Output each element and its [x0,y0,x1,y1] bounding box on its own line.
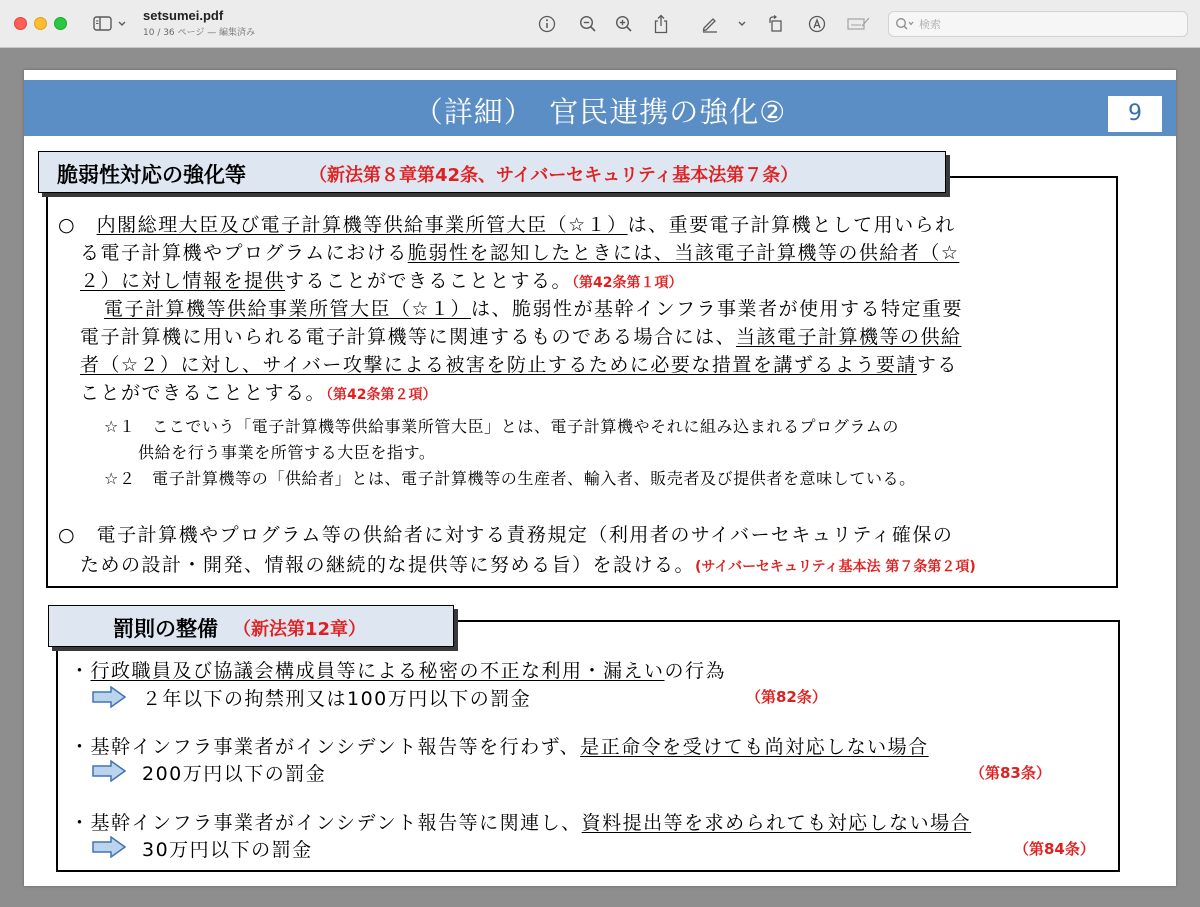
slide-title: （詳細） 官民連携の強化② [413,95,787,129]
item2-line: ○ 電子計算機やプログラム等の供給者に対する責務規定（利用者のサイバーセキュリティ確保の [58,524,954,546]
right-arrow-icon [92,836,126,858]
zoom-in-button[interactable] [612,12,636,36]
minimize-window-button[interactable] [34,17,47,30]
share-icon [653,14,669,34]
signature-button[interactable] [846,12,872,36]
window-titlebar [0,0,1200,48]
info-button[interactable] [535,12,559,36]
chevron-down-icon [737,20,747,28]
penalty-item: ・基幹インフラ事業者がインシデント報告等に関連し、資料提出等を求められても対応しない場合 [70,812,972,834]
section-heading-vulnerability [38,151,946,193]
item1-line: 電子計算機に用いられる電子計算機等に関連するものである場合には、当該電子計算機等の供給 [80,326,962,348]
slide-title-banner [24,80,1176,136]
zoom-in-icon [615,15,633,33]
zoom-window-button[interactable] [54,17,67,30]
article-reference: (サイバーセキュリティ基本法 第７条第２項) [695,559,976,575]
chevron-down-icon [117,20,127,28]
signature-icon [847,16,871,32]
item2-line: ための設計・開発、情報の継続的な提供等に努める旨）を設ける。(サイバーセキュリティ基本法 第７条第２項) [80,554,976,576]
note-line: ☆１ ここでいう「電子計算機等供給事業所管大臣」とは、電子計算機やそれに組み込まれるプログラムの [104,417,899,436]
section-heading-title: 脆弱性対応の強化等 [57,163,246,187]
penalty-text: ２年以下の拘禁刑又は100万円以下の罰金 [142,688,532,710]
document-page-status: 10 / 36 ページ — 編集済み [143,28,256,38]
zoom-out-icon [579,15,597,33]
item1-line: 電子計算機等供給事業所管大臣（☆１）は、脆弱性が基幹インフラ事業者が使用する特定重要 [104,298,964,320]
markup-options-button[interactable] [735,12,749,36]
item1-line: ことができることとする。（第42条第２項） [80,382,437,404]
markup-pen-button[interactable] [698,12,722,36]
penalty-text: 30万円以下の罰金 [142,839,313,861]
item1-line: ２）に対し情報を提供することができることとする。（第42条第１項） [80,270,683,292]
share-button[interactable] [649,12,673,36]
rotate-button[interactable] [764,12,788,36]
search-icon [895,17,915,31]
search-input[interactable] [919,18,1169,31]
close-window-button[interactable] [14,17,27,30]
penalty-item: ・行政職員及び協議会構成員等による秘密の不正な利用・漏えいの行為 [70,660,727,682]
item1-line: 者（☆２）に対し、サイバー攻撃による被害を防止するために必要な措置を講ずるよう要請する [80,354,958,376]
markup-toolbar-button[interactable] [805,12,829,36]
section-heading-reference: （新法第12章） [233,619,367,640]
penalty-item: ・基幹インフラ事業者がインシデント報告等を行わず、是正命令を受けても尚対応しない場合 [70,736,929,758]
document-title: setsumei.pdf [143,8,224,23]
article-reference: （第42条第２項） [326,387,437,403]
penalty-article-reference: （第82条） [746,688,827,706]
section-heading-title: 罰則の整備 [113,617,218,641]
sidebar-icon [93,16,113,32]
search-field[interactable] [888,11,1188,37]
penalty-text: 200万円以下の罰金 [142,763,327,785]
article-reference: （第42条第１項） [572,275,683,291]
right-arrow-icon [92,686,126,708]
note-line: ☆２ 電子計算機等の「供給者」とは、電子計算機等の生産者、輸入者、販売者及び提供者を意味している。 [104,469,916,488]
zoom-out-button[interactable] [576,12,600,36]
info-icon [538,15,556,33]
item1-line: る電子計算機やプログラムにおける脆弱性を認知したときには、当該電子計算機等の供給者（☆ [80,242,960,264]
slide-page-number: 9 [1108,96,1162,132]
sidebar-toggle-button[interactable] [92,12,128,36]
note-line: 供給を行う事業を所管する大臣を指す。 [138,443,436,462]
pdf-page [24,70,1176,886]
section-heading-penalties [48,605,454,647]
right-arrow-icon [92,760,126,782]
markup-icon [808,15,826,33]
rotate-icon [767,15,785,33]
penalty-article-reference: （第83条） [970,764,1051,782]
item1-line: ○ 内閣総理大臣及び電子計算機等供給事業所管大臣（☆１）は、重要電子計算機として用いられ [58,214,956,236]
penalty-article-reference: （第84条） [1014,840,1095,858]
section-heading-reference: （新法第８章第42条、サイバーセキュリティ基本法第７条） [309,165,799,186]
markup-pen-icon [701,15,719,33]
